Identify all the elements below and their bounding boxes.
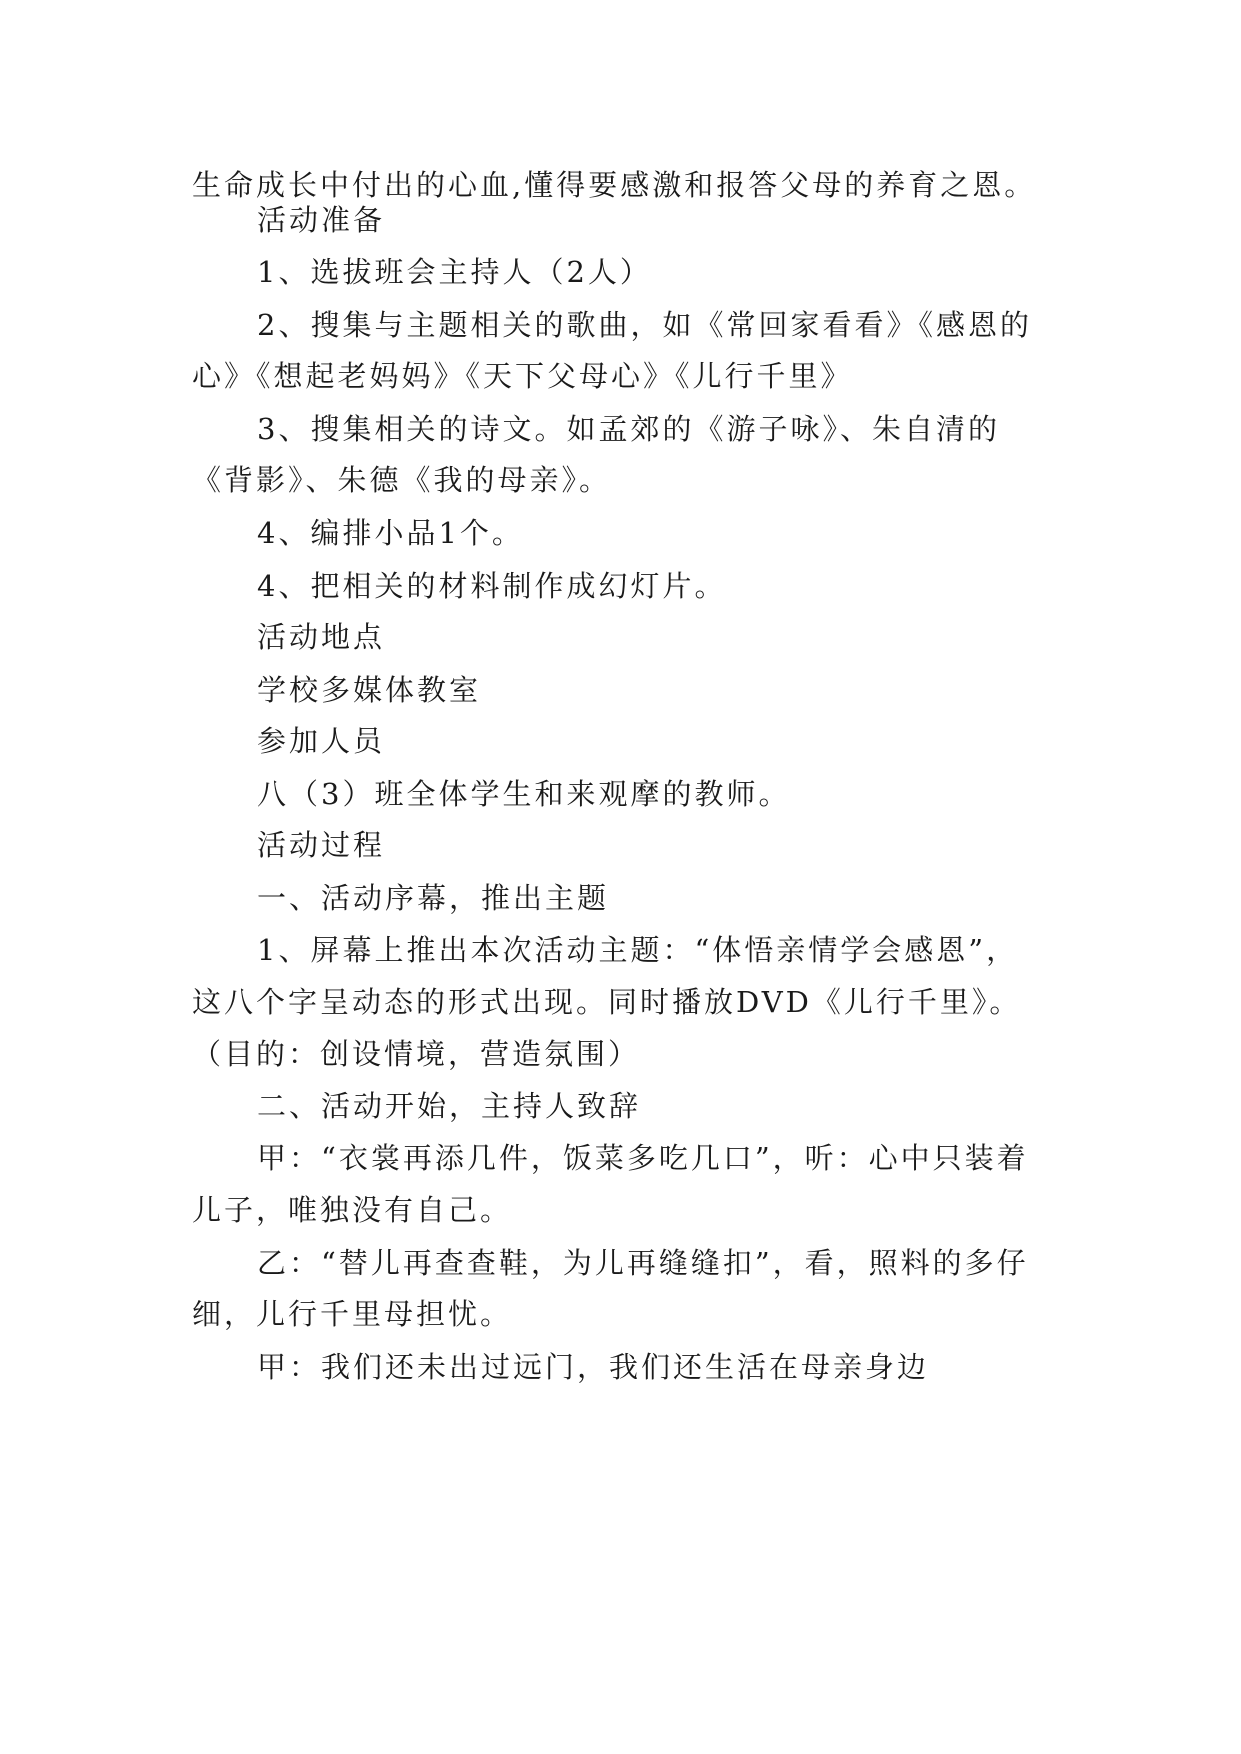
list-item-continuation: 《背影》、朱德《我的母亲》。 — [192, 463, 612, 497]
section-heading-process: 活动过程 — [257, 828, 386, 862]
paragraph-line: 1、屏幕上推出本次活动主题：“体悟亲情学会感恩”， — [257, 933, 1019, 967]
paragraph-line: 生命成长中付出的心血,懂得要感激和报答父母的养育之恩。 — [192, 168, 1037, 202]
paragraph-line: 这八个字呈动态的形式出现。同时播放DVD《儿行千里》。 — [192, 985, 1022, 1019]
section-heading-participants: 参加人员 — [257, 724, 386, 758]
section-heading-preparation: 活动准备 — [257, 203, 386, 237]
subsection-heading: 二、活动开始，主持人致辞 — [257, 1089, 642, 1123]
list-item: 2、搜集与主题相关的歌曲，如《常回家看看》《感恩的 — [257, 308, 1032, 342]
paragraph-line: 八（3）班全体学生和来观摩的教师。 — [257, 777, 791, 811]
dialogue-line-continuation: 儿子，唯独没有自己。 — [192, 1193, 513, 1227]
list-item-continuation: 心》《想起老妈妈》《天下父母心》《儿行千里》 — [192, 359, 853, 393]
list-item: 4、把相关的材料制作成幻灯片。 — [257, 569, 727, 603]
dialogue-line: 乙：“替儿再查查鞋，为儿再缝缝扣”，看，照料的多仔 — [257, 1246, 1029, 1280]
subsection-heading: 一、活动序幕，推出主题 — [257, 881, 610, 915]
dialogue-line: 甲：我们还未出过远门，我们还生活在母亲身边 — [257, 1350, 930, 1384]
list-item: 4、编排小品1个。 — [257, 516, 524, 550]
dialogue-line-continuation: 细，儿行千里母担忧。 — [192, 1297, 513, 1331]
list-item: 1、选拔班会主持人（2人） — [257, 255, 652, 289]
dialogue-line: 甲：“衣裳再添几件，饭菜多吃几口”，听：心中只装着 — [257, 1141, 1029, 1175]
section-heading-location: 活动地点 — [257, 620, 386, 654]
list-item: 3、搜集相关的诗文。如孟郊的《游子咏》、朱自清的 — [257, 412, 1000, 446]
paragraph-line: （目的：创设情境，营造氛围） — [192, 1037, 641, 1071]
paragraph-line: 学校多媒体教室 — [257, 673, 482, 707]
